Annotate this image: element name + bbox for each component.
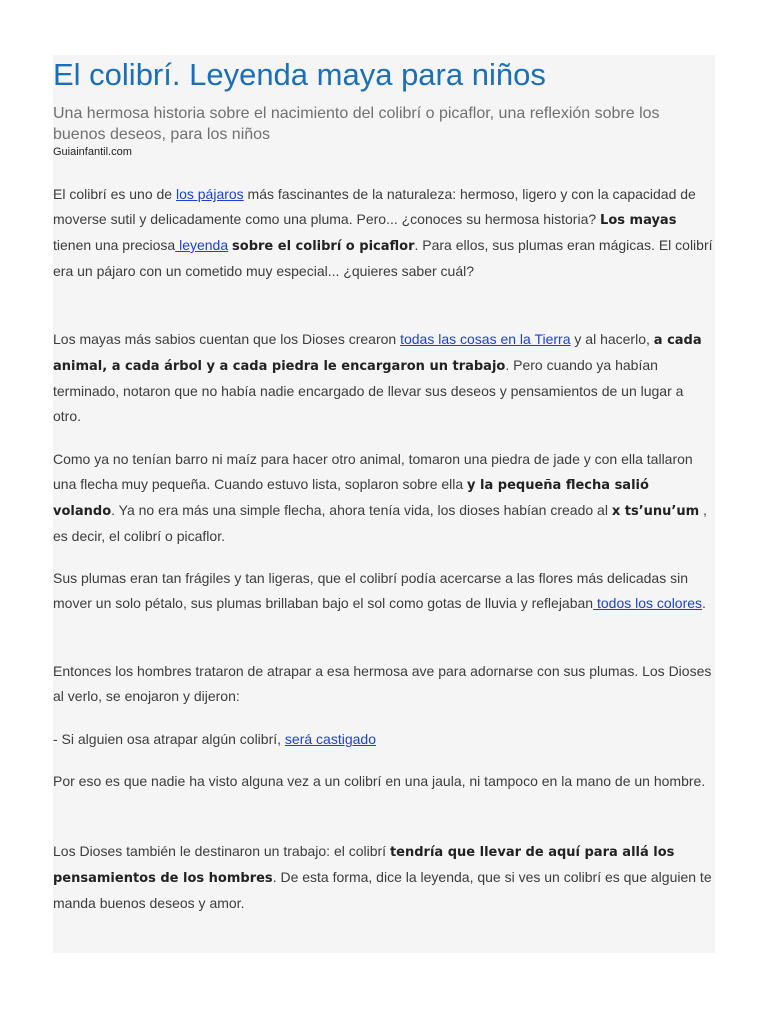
bold-text: sobre el colibrí o picaflor	[232, 239, 415, 254]
link-los-pajaros[interactable]: los pájaros	[175, 186, 244, 202]
link-todos-los-colores[interactable]: todos los colores	[593, 595, 703, 611]
paragraph-2	[53, 327, 715, 429]
paragraph-3	[53, 447, 715, 549]
text-run: El colibrí es uno de	[53, 186, 176, 202]
text-run: . Ya no era más una simple flecha, ahora tenía vida, los dioses habían creado al	[111, 502, 612, 518]
text-run: y al hacerlo,	[570, 331, 654, 347]
bold-text: Los mayas	[600, 213, 677, 228]
text-run: Como ya no tenían barro ni maíz para hacer otro animal, tomaron una piedra de jade y con ella tallaron una flecha muy pequeña. Cuando estuvo lista, soplaron sobre ella	[53, 451, 693, 492]
bold-text: a cada animal, a cada árbol y a cada piedra le encargaron un trabajo	[53, 333, 702, 374]
bold-text: y la pequeña flecha salió volando	[53, 478, 649, 519]
paragraph-4	[53, 566, 715, 616]
text-run: Entonces los hombres trataron de atrapar a esa hermosa ave para adornarse con sus plumas. Los Dioses al verlo, se enojaron y dijeron:	[53, 663, 712, 704]
link-sera-castigado[interactable]: será castigado	[284, 731, 376, 747]
paragraph-6	[53, 727, 715, 752]
paragraph-5	[53, 659, 715, 709]
paragraph-1	[53, 182, 715, 284]
text-run: Sus plumas eran tan frágiles y tan ligeras, que el colibrí podía acercarse a las flores más delicadas sin mover un solo pétalo, sus plumas brillaban bajo el sol como gotas de lluvia y reflejaban	[53, 570, 688, 611]
page-subtitle: Una hermosa historia sobre el nacimiento del colibrí o picaflor, una reflexión sobre los buenos deseos, para los niños	[53, 105, 660, 143]
text-run: Los mayas más sabios cuentan que los Dioses crearon	[53, 331, 401, 347]
text-run: más fascinantes de la naturaleza: hermoso, ligero y con la capacidad de moverse sutil y delicadamente como una pluma. Pero... ¿conoces su hermosa historia?	[53, 186, 696, 227]
text-run: . Pero cuando ya habían terminado, notaron que no había nadie encargado de llevar sus deseos y pensamientos de un lugar a otro.	[53, 357, 684, 424]
link-leyenda[interactable]: leyenda	[175, 237, 229, 253]
text-run: . Para ellos, sus plumas eran mágicas. El colibrí era un pájaro con un cometido muy especial... ¿quieres saber cuál?	[53, 237, 713, 279]
page-title: El colibrí. Leyenda maya para niños	[53, 57, 546, 92]
document-page	[53, 55, 715, 953]
text-run: - Si alguien osa atrapar algún colibrí,	[53, 731, 285, 747]
text-run: Por eso es que nadie ha visto alguna vez a un colibrí en una jaula, ni tampoco en la mano de un hombre.	[53, 773, 706, 789]
text-run: . De esta forma, dice la leyenda, que si ves un colibrí es que alguien te manda buenos deseos y amor.	[53, 869, 712, 911]
source-credit: Guiainfantil.com	[53, 146, 132, 158]
bold-text: x ts’unu’um	[611, 504, 700, 519]
text-run: , es decir, el colibrí o picaflor.	[53, 502, 707, 544]
paragraph-8	[53, 839, 715, 916]
link-todas-las-cosas[interactable]: todas las cosas en la Tierra	[400, 331, 571, 347]
text-run: tienen una preciosa	[53, 237, 176, 253]
text-run: Los Dioses también le destinaron un trabajo: el colibrí	[53, 843, 390, 859]
bold-text: tendría que llevar de aquí para allá los pensamientos de los hombres	[53, 845, 675, 886]
paragraph-7	[53, 769, 715, 794]
text-run: .	[702, 595, 706, 611]
